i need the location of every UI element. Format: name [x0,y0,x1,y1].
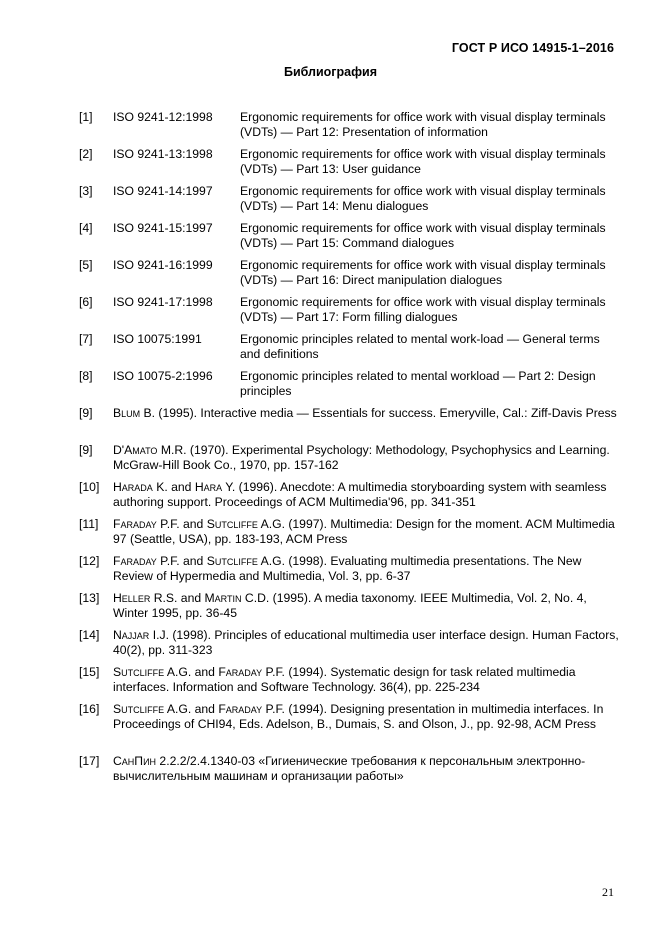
author-name: D'Amato [113,443,158,457]
bibliography-entry [79,184,619,221]
entry-citation [113,554,619,584]
entry-number: [6] [79,295,93,309]
entry-standard-code: ISO 9241-13:1998 [113,147,213,161]
entry-title: Ergonomic principles related to mental workload — Part 2: Design principles [240,369,596,398]
entry-number: [2] [79,147,93,161]
entry-standard-code: ISO 9241-17:1998 [113,295,213,309]
entry-standard-code: ISO 10075-2:1996 [113,369,213,383]
bibliography-entry [79,295,619,332]
bibliography-entry [79,665,619,702]
author-name: Faraday [113,517,157,531]
citation-text: P.F. (1994). Systematic design for task related multimedia interfaces. Information and Software Technology. 36(4), pp. 225-234 [113,665,576,694]
entry-citation [113,591,619,621]
author-name: Martin [204,591,242,605]
entry-number: [7] [79,332,93,346]
citation-text: A.G. and [164,665,219,679]
entry-standard-code: ISO 9241-12:1998 [113,110,213,124]
bibliography-entry [79,369,619,406]
page-title: Библиография [283,65,378,79]
bibliography-entry [79,628,619,665]
citation-text: P.F. (1994). Designing presentation in multimedia interfaces. In Proceedings of CHI94, Eds. Adelson, B., Dumais, S. and Olson, J., pp. 92-98, ACM Press [113,702,604,731]
entry-citation [113,754,619,784]
author-name: Heller [113,591,151,605]
bibliography-entry [79,480,619,517]
bibliography-entry [79,443,619,480]
citation-text: C.D. (1995). A media taxonomy. IEEE Multimedia, Vol. 2, No. 4, Winter 1995, pp. 36-45 [113,591,587,620]
author-name: Faraday [218,665,263,679]
entry-number: [8] [79,369,93,383]
entry-citation [113,702,619,732]
bibliography-entry [79,221,619,258]
author-name: Faraday [218,702,263,716]
citation-text: M.R. (1970). Experimental Psychology: Methodology, Psychophysics and Learning. McGraw-Hill Book Co., 1970, pp. 157-162 [113,443,610,472]
author-name: Sutcliffe [113,665,165,679]
entry-number: [4] [79,221,93,235]
entry-number: [9] [79,406,93,420]
entry-number: [10] [79,480,100,494]
author-name: Harada [113,480,153,494]
citation-text: Y. (1996). Anecdote: A multimedia storyboarding system with seamless authoring support. Proceedings of ACM Multimedia'96, pp. 341-351 [113,480,607,509]
bibliography-list [79,110,619,791]
author-name: Sutcliffe [206,554,258,568]
citation-text: A.G. (1997). Multimedia: Design for the moment. ACM Multimedia 97 (Seattle, USA), pp. 183-193, ACM Press [113,517,615,546]
entry-standard-code: ISO 9241-16:1999 [113,258,213,272]
bibliography-entry [79,554,619,591]
entry-title: Ergonomic requirements for office work with visual display terminals (VDTs) — Part 17: Form filling dialogues [240,295,606,324]
entry-number: [12] [79,554,100,568]
entry-standard-code: ISO 10075:1991 [113,332,202,346]
bibliography-entry [79,110,619,147]
entry-title: Ergonomic requirements for office work with visual display terminals (VDTs) — Part 12: Presentation of information [240,110,606,139]
citation-text: P.F. and [156,554,207,568]
citation-text: A.G. (1998). Evaluating multimedia presentations. The New Review of Hypermedia and Multimedia, Vol. 3, pp. 6-37 [113,554,582,583]
entry-title: Ergonomic requirements for office work with visual display terminals (VDTs) — Part 13: User guidance [240,147,606,176]
entry-citation [113,628,619,658]
entry-citation [113,665,619,695]
entry-number: [11] [79,517,99,531]
citation-text: I.J. (1998). Principles of educational multimedia user interface design. Human Factors, 40(2), pp. 311-323 [113,628,619,657]
entry-citation [113,517,619,547]
author-name: Sutcliffe [113,702,165,716]
bibliography-entry [79,702,619,754]
entry-number: [5] [79,258,93,272]
entry-citation [113,480,619,510]
author-name: Sutcliffe [206,517,258,531]
page-number: 21 [602,885,614,899]
entry-citation [113,443,619,473]
author-name: Blum [113,406,141,420]
bibliography-entry [79,754,619,791]
author-name: СанПин [113,754,157,768]
entry-title: Ergonomic requirements for office work with visual display terminals (VDTs) — Part 14: Menu dialogues [240,184,606,213]
entry-number: [16] [79,702,100,716]
author-name: Faraday [113,554,157,568]
bibliography-entry [79,147,619,184]
citation-text: R.S. and [150,591,205,605]
entry-standard-code: ISO 9241-14:1997 [113,184,213,198]
citation-text: K. and [152,480,195,494]
citation-text: A.G. and [164,702,219,716]
bibliography-entry [79,591,619,628]
entry-title: Ergonomic principles related to mental work-load — General terms and definitions [240,332,600,361]
citation-text: B. (1995). Interactive media — Essentials for success. Emeryville, Cal.: Ziff-Davis Press [140,406,617,420]
author-name: Najjar [113,628,150,642]
citation-text: P.F. and [156,517,207,531]
author-name: Hara [194,480,223,494]
bibliography-entry [79,332,619,369]
bibliography-entry [79,258,619,295]
entry-number: [17] [79,754,100,768]
entry-title: Ergonomic requirements for office work with visual display terminals (VDTs) — Part 16: Direct manipulation dialogues [240,258,606,287]
entry-title: Ergonomic requirements for office work with visual display terminals (VDTs) — Part 15: Command dialogues [240,221,606,250]
entry-number: [1] [79,110,93,124]
standard-header: ГОСТ Р ИСО 14915-1–2016 [451,41,614,55]
entry-standard-code: ISO 9241-15:1997 [113,221,213,235]
entry-citation [113,406,619,421]
entry-number: [15] [79,665,100,679]
entry-number: [9] [79,443,93,457]
bibliography-entry [79,406,619,443]
citation-text: 2.2.2/2.4.1340-03 «Гигиенические требования к персональным электронно-вычислительным машинам и организации работы» [113,754,586,783]
entry-number: [13] [79,591,100,605]
bibliography-entry [79,517,619,554]
entry-number: [14] [79,628,100,642]
entry-number: [3] [79,184,93,198]
